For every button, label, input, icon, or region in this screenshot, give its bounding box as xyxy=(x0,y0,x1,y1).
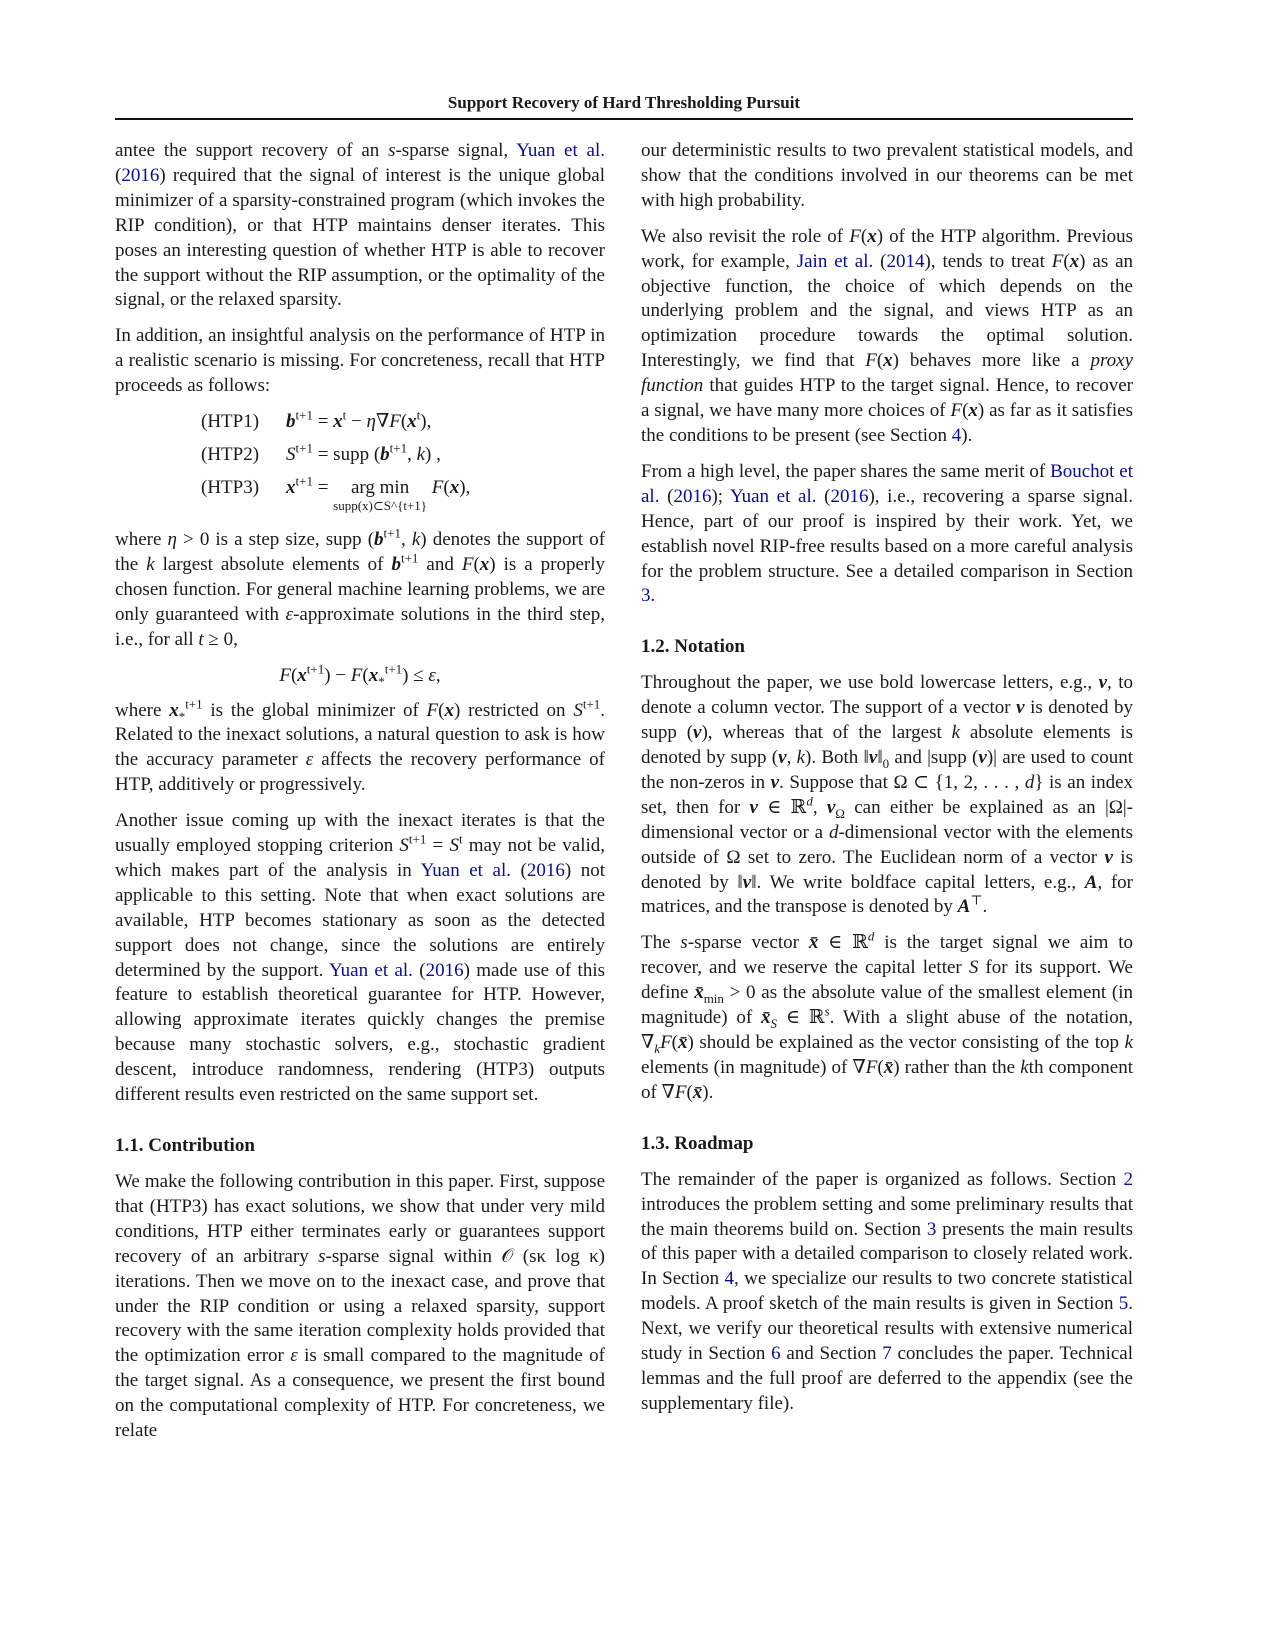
right-column xyxy=(641,139,1133,1428)
paragraph: We also revisit the role of F(x) of the HTP algorithm. Previous work, for example, Jain et al. (2014), tends to treat F(x) as an objective function, the choice of which depends on the underlying problem and the signal, and views HTP as an optimization procedure towards the optimal solution. Interestingly, we find that F(x) behaves more like a proxy function that guides HTP to the target signal. Hence, to recover a signal, we have many more choices of F(x) as far as it satisfies the conditions to be present (see Section 4). xyxy=(641,225,1134,446)
section-heading-contribution: 1.1. Contribution xyxy=(115,1135,255,1156)
paragraph: The s-sparse vector x̄ ∈ ℝ$^d$ is the target signal we aim to recover, and we reserve the capital letter S for its support. We define $x̄_{min} > 0$ as the absolute value of the smallest element (in magnitude) of $x̄_S$ ∈ ℝ$^s$. With a slight abuse of the notation, $\nabla_kF(x̄)$ should be explained as the vector consisting of the top k elements (in magnitude) of ∇F(x̄) rather than the kth component of ∇F(x̄). xyxy=(641,929,1133,1103)
citation-year-link[interactable]: 2016 xyxy=(425,959,464,981)
equation-body: $b^{t+1} = x^t - \eta\nabla F(x^t)$, xyxy=(286,407,432,433)
running-title: Support Recovery of Hard Thresholding Pursuit xyxy=(447,93,801,112)
section-ref-link[interactable]: 5 xyxy=(1118,1293,1129,1315)
citation-link[interactable]: Yuan et al. xyxy=(516,140,605,161)
emphasis: proxy function xyxy=(641,350,1134,397)
citation-year-link[interactable]: 2016 xyxy=(526,859,565,881)
math-inline: s xyxy=(388,140,396,161)
paragraph: The remainder of the paper is organized as follows. Section 2 introduces the problem setting and some preliminary results that the main theorems build on. Section 3 presents the main results of this paper with a detailed comparison to closely related work. In Section 4, we specialize our results to two concrete statistical models. A proof sketch of the main results is given in Section 5. Next, we verify our theoretical results with extensive numerical study in Section 6 and Section 7 concludes the paper. Technical lemmas and the full proof are deferred to the appendix (see the supplementary file). xyxy=(641,1168,1133,1414)
citation-link[interactable]: Bouchot et al. xyxy=(641,460,1133,507)
paragraph: From a high level, the paper shares the same merit of Bouchot et al. (2016); Yuan et al. (2016), i.e., recovering a sparse signal. Hence, part of our proof is inspired by their work. Yet, we establish novel RIP-free results based on a more careful analysis for the problem structure. See a detailed comparison in Section 3. xyxy=(641,460,1133,607)
citation-year-link[interactable]: 2014 xyxy=(886,250,925,272)
left-column xyxy=(115,139,605,1455)
paragraph: where $x_*^{t+1}$ is the global minimizer of F(x) restricted on $S^{t+1}$. Related to the inexact solutions, a natural question to ask is how the accuracy parameter ε affects the recovery performance of HTP, additively or progressively. xyxy=(115,696,606,796)
equation-body: $S^{t+1}$ = supp ($b^{t+1}$, k) , xyxy=(286,440,441,466)
equation-htp2 xyxy=(115,440,605,476)
citation-year-link[interactable]: 2016 xyxy=(673,485,712,507)
equation-body: $x^{t+1}$ = arg min supp(x)⊂S^{t+1} F(x), xyxy=(286,473,471,513)
paragraph: In addition, an insightful analysis on the performance of HTP in a realistic scenario is missing. For concreteness, recall that HTP proceeds as follows: xyxy=(115,325,605,397)
section-heading-notation: 1.2. Notation xyxy=(641,636,745,658)
citation-link[interactable]: Yuan et al. xyxy=(729,485,817,507)
section-ref-link[interactable]: 4 xyxy=(951,424,962,446)
section-ref-link[interactable]: 4 xyxy=(724,1268,735,1290)
htp-equations xyxy=(115,407,605,518)
paragraph: Throughout the paper, we use bold lowercase letters, e.g., v, to denote a column vector. The support of a vector v is denoted by supp (v), whereas that of the largest k absolute elements is denoted by supp (v, k). Both $‖v‖_0$ and |supp (v)| are used to count the non-zeros in v. Suppose that Ω ⊂ {1, 2, . . . , d} is an index set, then for v ∈ ℝ$^d$, $v_\Omega$ can either be explained as an |Ω|-dimensional vector or a d-dimensional vector with the elements outside of Ω set to zero. The Euclidean norm of a vector v is denoted by ‖v‖. We write boldface capital letters, e.g., A, for matrices, and the transpose is denoted by A⊤. xyxy=(641,672,1134,918)
citation-link[interactable]: Yuan et al. xyxy=(420,859,511,881)
header-rule xyxy=(115,118,1133,120)
section-heading-roadmap: 1.3. Roadmap xyxy=(641,1132,754,1154)
paragraph: We make the following contribution in this paper. First, suppose that (HTP3) has exact solutions, we show that under very mild conditions, HTP either terminates early or guarantees support recovery of an arbitrary s-sparse signal within 𝒪 (sκ log κ) iterations. Then we move on to the inexact case, and prove that under the RIP condition or using a relaxed sparsity, support recovery with the same iteration complexity holds provided that the optimization error ε is small compared to the magnitude of the target signal. As a consequence, we present the first bound on the computational complexity of HTP. For concreteness, we relate xyxy=(115,1171,605,1442)
equation-htp3 xyxy=(115,473,605,518)
paragraph: where η > 0 is a step size, supp ($b^{t+1}$, k) denotes the support of the k largest absolute elements of $b^{t+1}$ and F(x) is a properly chosen function. For general machine learning problems, we are only guaranteed with ε-approximate solutions in the third step, i.e., for all t ≥ 0, xyxy=(115,525,606,650)
math-inline: 𝒪 (sκ log κ) xyxy=(501,1245,605,1267)
equation-htp1 xyxy=(115,407,605,443)
equation-inexact: $F(x^{t+1}) - F(x_*^{t+1}) \le \varepsilon$, xyxy=(279,661,441,689)
paragraph: our deterministic results to two prevalent statistical models, and show that the conditions involved in our theorems can be met with high probability. xyxy=(641,140,1133,211)
section-ref-link[interactable]: 3 xyxy=(641,585,651,607)
citation-year-link[interactable]: 2016 xyxy=(121,164,160,186)
equation-tag: (HTP2) xyxy=(201,444,260,466)
section-ref-link[interactable]: 6 xyxy=(771,1343,781,1365)
section-ref-link[interactable]: 7 xyxy=(882,1343,892,1365)
equation-tag: (HTP1) xyxy=(201,411,260,433)
section-ref-link[interactable]: 3 xyxy=(926,1218,937,1240)
citation-year-link[interactable]: 2016 xyxy=(830,485,869,507)
equation-tag: (HTP3) xyxy=(201,477,260,499)
paragraph: antee the support recovery of an s-sparse signal, Yuan et al. (2016) required that the signal of interest is the unique global minimizer of a sparsity-constrained program (which invokes the RIP condition), or that HTP maintains denser iterates. This poses an interesting question of whether HTP is able to recover the support without the RIP assumption, or the optimality of the signal, or the relaxed sparsity. xyxy=(115,140,605,311)
citation-link[interactable]: Yuan et al. xyxy=(329,959,413,981)
section-ref-link[interactable]: 2 xyxy=(1123,1168,1133,1190)
paragraph: Another issue coming up with the inexact iterates is that the usually employed stopping criterion $S^{t+1} = S^t$ may not be valid, which makes part of the analysis in Yuan et al. (2016) not applicable to this setting. Note that when exact solutions are available, HTP becomes stationary as soon as the detected support does not change, since the solutions are entirely determined by the support. Yuan et al. (2016) made use of this feature to establish theoretical guarantee for HTP. However, allowing approximate iterates quickly changes the premise because many stochastic solvers, e.g., stochastic gradient descent, introduce randomness, rendering (HTP3) outputs different results even restricted on the same support set. xyxy=(115,810,606,1106)
citation-link[interactable]: Jain et al. xyxy=(796,250,874,272)
